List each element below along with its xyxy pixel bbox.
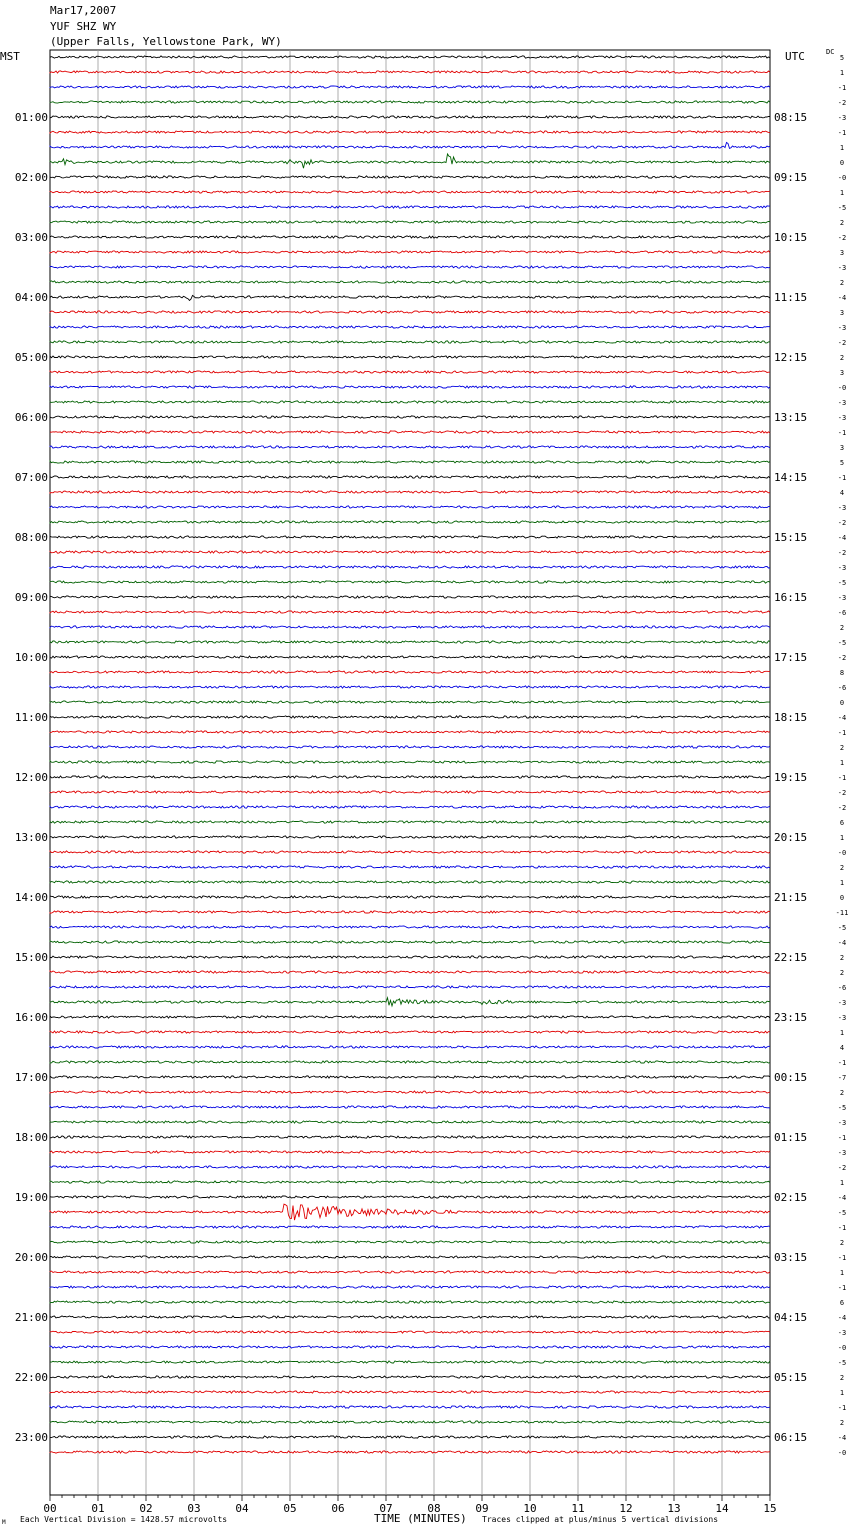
seismic-trace: [50, 326, 770, 328]
dc-offset-label: 2: [839, 864, 845, 872]
dc-offset-label: 2: [839, 1089, 845, 1097]
right-hour-label: 06:15: [774, 1431, 808, 1444]
left-hour-label: 18:00: [14, 1131, 48, 1144]
dc-offset-label: -5: [837, 639, 847, 647]
x-tick-label: 11: [571, 1502, 585, 1515]
header-station: YUF SHZ WY: [50, 20, 117, 33]
seismic-trace: [50, 1391, 770, 1393]
seismic-trace: [50, 506, 770, 508]
seismic-trace: [50, 716, 770, 718]
left-hour-label: 22:00: [14, 1371, 48, 1384]
dc-offset-label: -7: [837, 1074, 847, 1082]
dc-offset-label: 2: [839, 279, 845, 287]
dc-offset-label: 2: [839, 969, 845, 977]
dc-offset-label: -4: [837, 1314, 847, 1322]
dc-offset-label: 3: [839, 369, 845, 377]
dc-offset-label: 3: [839, 309, 845, 317]
dc-offset-label: -1: [837, 729, 847, 737]
dc-offset-label: -5: [837, 204, 847, 212]
dc-offset-label: 2: [839, 1374, 845, 1382]
dc-offset-label: -3: [837, 1329, 847, 1337]
dc-offset-label: 1: [839, 1389, 845, 1397]
seismic-trace: [50, 1181, 770, 1183]
left-hour-label: 06:00: [14, 411, 48, 424]
seismic-trace: [50, 911, 770, 913]
seismic-trace: [50, 1166, 770, 1168]
dc-offset-label: 1: [839, 759, 845, 767]
right-hour-label: 22:15: [774, 951, 808, 964]
right-hour-label: 02:15: [774, 1191, 808, 1204]
seismic-trace: [50, 56, 770, 58]
seismic-trace: [50, 746, 770, 748]
dc-offset-label: 2: [839, 954, 845, 962]
dc-offset-label: -4: [837, 714, 847, 722]
left-hour-label: 14:00: [14, 891, 48, 904]
dc-offset-label: -2: [837, 1164, 847, 1172]
dc-offset-label: 6: [839, 819, 845, 827]
right-hour-label: 10:15: [774, 231, 808, 244]
dc-offset-label: 0: [839, 159, 845, 167]
left-hour-label: 03:00: [14, 231, 48, 244]
seismic-trace: [50, 566, 770, 568]
seismic-trace: [50, 1076, 770, 1078]
dc-offset-label: -1: [837, 84, 847, 92]
dc-offset-label: 1: [839, 1179, 845, 1187]
dc-offset-label: -2: [837, 234, 847, 242]
x-tick-label: 03: [187, 1502, 201, 1515]
dc-offset-label: -2: [837, 339, 847, 347]
seismic-trace: [50, 1091, 770, 1093]
dc-offset-label: -0: [837, 1344, 847, 1352]
dc-offset-label: -4: [837, 534, 847, 542]
seismic-trace: [50, 341, 770, 343]
dc-offset-label: -4: [837, 294, 847, 302]
seismic-trace: [50, 401, 770, 403]
dc-offset-label: 1: [839, 69, 845, 77]
dc-offset-label: -3: [837, 1149, 847, 1157]
left-hour-label: 19:00: [14, 1191, 48, 1204]
dc-offset-label: -4: [837, 939, 847, 947]
right-hour-label: 08:15: [774, 111, 808, 124]
right-hour-label: 05:15: [774, 1371, 808, 1384]
seismic-trace: [50, 71, 770, 73]
seismic-trace: [50, 1316, 770, 1318]
seismic-trace: [50, 926, 770, 928]
right-hour-label: 09:15: [774, 171, 808, 184]
right-hour-label: 21:15: [774, 891, 808, 904]
seismic-trace: [50, 1286, 770, 1288]
dc-offset-label: -6: [837, 984, 847, 992]
dc-offset-label: -2: [837, 804, 847, 812]
seismic-trace: [50, 1331, 770, 1333]
seismic-trace: [50, 1346, 770, 1348]
seismic-trace: [50, 821, 770, 823]
dc-offset-label: 2: [839, 744, 845, 752]
seismic-trace: [50, 1226, 770, 1228]
right-timezone-label: UTC: [785, 50, 805, 63]
left-hour-label: 11:00: [14, 711, 48, 724]
seismic-trace: [50, 446, 770, 448]
dc-offset-label: 2: [839, 1239, 845, 1247]
seismic-trace: [50, 386, 770, 388]
seismic-trace: [50, 1016, 770, 1018]
header-location: (Upper Falls, Yellowstone Park, WY): [50, 35, 282, 48]
left-hour-label: 13:00: [14, 831, 48, 844]
seismic-trace: [50, 431, 770, 433]
dc-offset-label: -6: [837, 684, 847, 692]
x-tick-label: 00: [43, 1502, 57, 1515]
dc-offset-label: 8: [839, 669, 845, 677]
seismic-trace: [50, 1451, 770, 1453]
dc-offset-label: 5: [839, 54, 845, 62]
right-hour-label: 13:15: [774, 411, 808, 424]
dc-offset-label: 2: [839, 219, 845, 227]
seismic-trace: [50, 1121, 770, 1123]
seismic-trace: [50, 836, 770, 838]
seismic-trace: [50, 611, 770, 613]
dc-offset-label: 4: [839, 489, 845, 497]
seismic-trace: [50, 266, 770, 268]
seismic-trace: [50, 101, 770, 103]
dc-offset-label: -1: [837, 129, 847, 137]
dc-offset-label: -1: [837, 474, 847, 482]
right-hour-label: 01:15: [774, 1131, 808, 1144]
seismic-trace: [50, 116, 770, 118]
left-hour-label: 09:00: [14, 591, 48, 604]
seismic-trace: [50, 956, 770, 958]
x-axis-label: TIME (MINUTES): [374, 1512, 467, 1525]
dc-offset-label: -6: [837, 609, 847, 617]
seismic-trace: [50, 971, 770, 973]
dc-offset-label: 2: [839, 624, 845, 632]
seismic-trace: [50, 1031, 770, 1033]
seismic-trace: [50, 1406, 770, 1408]
dc-offset-label: -3: [837, 594, 847, 602]
seismic-trace: [50, 806, 770, 808]
left-hour-label: 17:00: [14, 1071, 48, 1084]
dc-offset-label: -1: [837, 1254, 847, 1262]
seismic-trace: [50, 986, 770, 988]
seismic-trace: [50, 1106, 770, 1108]
dc-offset-label: 2: [839, 1419, 845, 1427]
header-date: Mar17,2007: [50, 4, 117, 17]
dc-offset-label: 1: [839, 1269, 845, 1277]
seismic-trace: [50, 671, 770, 673]
dc-offset-label: -5: [837, 1359, 847, 1367]
left-hour-label: 23:00: [14, 1431, 48, 1444]
seismic-trace: [50, 176, 770, 178]
seismic-trace: [50, 791, 770, 793]
dc-offset-label: -3: [837, 324, 847, 332]
dc-offset-label: 4: [839, 1044, 845, 1052]
seismic-trace: [50, 295, 770, 300]
dc-offset-label: -3: [837, 1014, 847, 1022]
dc-offset-label: -2: [837, 549, 847, 557]
left-hour-label: 15:00: [14, 951, 48, 964]
left-hour-label: 01:00: [14, 111, 48, 124]
seismic-trace: [50, 1136, 770, 1138]
dc-label: DC: [826, 48, 835, 56]
clip-note: Traces clipped at plus/minus 5 vertical divisions: [482, 1515, 719, 1524]
x-tick-label: 10: [523, 1502, 537, 1515]
seismic-trace: [50, 143, 770, 149]
dc-offset-label: -2: [837, 654, 847, 662]
dc-offset-label: -3: [837, 999, 847, 1007]
right-hour-label: 11:15: [774, 291, 808, 304]
seismic-trace: [50, 626, 770, 628]
seismic-trace: [50, 641, 770, 643]
seismic-trace: [50, 1376, 770, 1378]
seismic-trace: [50, 206, 770, 208]
seismic-trace: [50, 86, 770, 88]
seismic-trace: [50, 191, 770, 193]
dc-offset-label: -0: [837, 384, 847, 392]
seismic-trace: [50, 1196, 770, 1198]
seismic-trace: [50, 1046, 770, 1048]
seismic-trace: [50, 251, 770, 253]
dc-offset-label: -1: [837, 1224, 847, 1232]
x-tick-label: 07: [379, 1502, 393, 1515]
seismic-trace: [50, 356, 770, 358]
dc-offset-label: 1: [839, 1029, 845, 1037]
seismic-trace: [50, 536, 770, 538]
seismic-trace: [50, 701, 770, 703]
left-hour-label: 20:00: [14, 1251, 48, 1264]
x-tick-label: 15: [763, 1502, 777, 1515]
seismic-trace: [50, 1256, 770, 1258]
right-hour-label: 14:15: [774, 471, 808, 484]
x-tick-label: 13: [667, 1502, 681, 1515]
seismic-trace: [50, 521, 770, 523]
seismic-trace: [50, 281, 770, 283]
left-hour-label: 04:00: [14, 291, 48, 304]
left-timezone-label: MST: [0, 50, 20, 63]
dc-offset-label: -3: [837, 114, 847, 122]
seismic-trace: [50, 551, 770, 553]
right-hour-label: 23:15: [774, 1011, 808, 1024]
x-tick-label: 09: [475, 1502, 489, 1515]
seismic-trace: [50, 1421, 770, 1423]
left-hour-label: 10:00: [14, 651, 48, 664]
dc-offset-label: 3: [839, 249, 845, 257]
right-hour-label: 20:15: [774, 831, 808, 844]
dc-offset-label: 2: [839, 354, 845, 362]
right-hour-label: 16:15: [774, 591, 808, 604]
seismic-trace: [50, 1361, 770, 1363]
seismic-trace: [50, 731, 770, 733]
scale-note: Each Vertical Division = 1428.57 microvolts: [20, 1515, 228, 1524]
seismic-trace: [50, 491, 770, 493]
left-hour-label: 07:00: [14, 471, 48, 484]
seismic-trace: [50, 596, 770, 598]
dc-offset-label: 1: [839, 879, 845, 887]
seismic-trace: [50, 1271, 770, 1273]
dc-offset-label: -1: [837, 1404, 847, 1412]
right-hour-label: 15:15: [774, 531, 808, 544]
dc-offset-label: 6: [839, 1299, 845, 1307]
dc-offset-label: 0: [839, 699, 845, 707]
left-hour-label: 16:00: [14, 1011, 48, 1024]
seismic-trace: [50, 311, 770, 313]
seismic-trace: [50, 881, 770, 883]
dc-offset-label: -5: [837, 1209, 847, 1217]
left-hour-label: 05:00: [14, 351, 48, 364]
seismic-trace: [50, 371, 770, 373]
x-tick-label: 08: [427, 1502, 441, 1515]
dc-offset-label: -0: [837, 849, 847, 857]
dc-offset-label: -1: [837, 429, 847, 437]
dc-offset-label: -4: [837, 1194, 847, 1202]
seismic-trace: [50, 154, 770, 168]
dc-offset-label: -3: [837, 564, 847, 572]
left-hour-label: 21:00: [14, 1311, 48, 1324]
left-hour-label: 02:00: [14, 171, 48, 184]
right-hour-label: 12:15: [774, 351, 808, 364]
seismic-trace: [50, 776, 770, 778]
right-hour-label: 04:15: [774, 1311, 808, 1324]
seismic-trace: [50, 1204, 770, 1220]
dc-offset-label: -5: [837, 1104, 847, 1112]
seismic-trace: [50, 1301, 770, 1303]
right-hour-label: 19:15: [774, 771, 808, 784]
dc-offset-label: 3: [839, 444, 845, 452]
seismic-trace: [50, 236, 770, 238]
x-tick-label: 04: [235, 1502, 249, 1515]
seismic-trace: [50, 686, 770, 688]
seismic-trace: [50, 476, 770, 478]
left-hour-label: 12:00: [14, 771, 48, 784]
dc-offset-label: -1: [837, 774, 847, 782]
dc-offset-label: -3: [837, 504, 847, 512]
dc-offset-label: -2: [837, 99, 847, 107]
seismic-trace: [50, 1151, 770, 1153]
seismic-trace: [50, 416, 770, 418]
seismic-trace: [50, 581, 770, 583]
seismic-trace: [50, 1241, 770, 1243]
dc-offset-label: 1: [839, 834, 845, 842]
x-tick-label: 06: [331, 1502, 345, 1515]
dc-offset-label: 0: [839, 894, 845, 902]
dc-offset-label: 1: [839, 189, 845, 197]
dc-offset-label: -0: [837, 1449, 847, 1457]
seismic-trace: [50, 761, 770, 763]
seismic-trace: [50, 866, 770, 868]
dc-offset-label: -0: [837, 174, 847, 182]
dc-offset-label: 1: [839, 144, 845, 152]
seismic-trace: [50, 656, 770, 658]
dc-offset-label: -3: [837, 264, 847, 272]
right-hour-label: 00:15: [774, 1071, 808, 1084]
dc-offset-label: -3: [837, 414, 847, 422]
seismic-trace: [50, 896, 770, 898]
seismic-trace: [50, 1436, 770, 1438]
right-hour-label: 03:15: [774, 1251, 808, 1264]
seismic-trace: [50, 1061, 770, 1063]
seismic-trace: [50, 221, 770, 223]
x-tick-label: 14: [715, 1502, 729, 1515]
dc-offset-label: -2: [837, 519, 847, 527]
right-hour-label: 18:15: [774, 711, 808, 724]
dc-offset-label: -5: [837, 924, 847, 932]
dc-offset-label: -11: [835, 909, 849, 917]
seismic-trace: [50, 851, 770, 853]
dc-offset-label: -4: [837, 1434, 847, 1442]
dc-offset-label: -3: [837, 1119, 847, 1127]
x-tick-label: 01: [91, 1502, 105, 1515]
left-hour-label: 08:00: [14, 531, 48, 544]
seismic-trace: [50, 131, 770, 133]
seismic-trace: [50, 941, 770, 943]
dc-offset-label: 5: [839, 459, 845, 467]
dc-offset-label: -1: [837, 1059, 847, 1067]
x-tick-label: 05: [283, 1502, 297, 1515]
dc-offset-label: -2: [837, 789, 847, 797]
x-tick-label: 02: [139, 1502, 153, 1515]
seismic-trace: [50, 461, 770, 463]
dc-offset-label: -5: [837, 579, 847, 587]
right-hour-label: 17:15: [774, 651, 808, 664]
dc-offset-label: -1: [837, 1284, 847, 1292]
dc-offset-label: -3: [837, 399, 847, 407]
dc-offset-label: -1: [837, 1134, 847, 1142]
corner-mark: M: [2, 1519, 6, 1526]
seismic-trace: [50, 998, 770, 1006]
x-tick-label: 12: [619, 1502, 633, 1515]
